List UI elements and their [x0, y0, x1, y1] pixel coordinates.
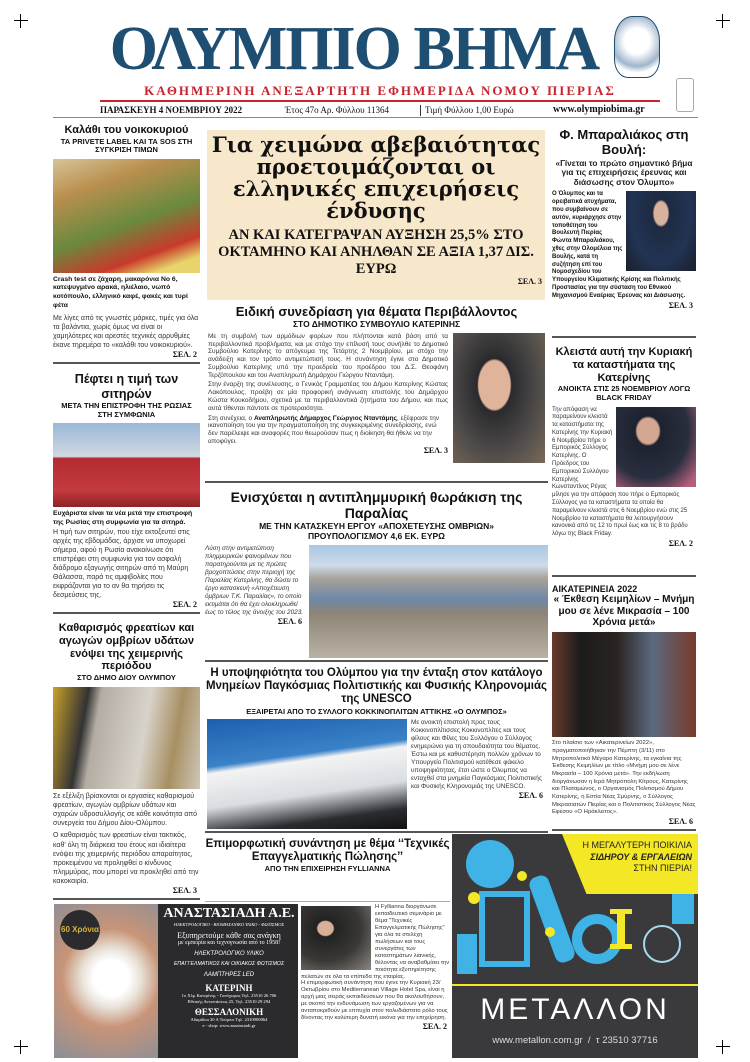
page-ref: ΣΕΛ. 2 [422, 1022, 447, 1032]
crop-mark [14, 1040, 28, 1054]
divider [53, 117, 698, 118]
ad-slogan: ΣΤΗΝ ΠΙΕΡΙΑ! [633, 863, 692, 874]
street-works-photo [53, 687, 200, 789]
right-column [552, 124, 696, 831]
ad-address: Εθνικής Αντιστάσεως 25, Τηλ. 23510 29 294 [187, 998, 271, 1004]
headline: Καθαρισμός φρεατίων και αγωγών ομβρίων υδάτων ενόψει της χειμερινής περιόδου [58, 622, 195, 673]
headline: Η υποψηφιότητα του Ολύμπου για την ένταξη στον κατάλογο Μνημείων Παγκόσμιας Πολιτιστικής και Φυσικής Κληρονομιάς της UNESCO [205, 667, 548, 706]
article-flood-protection[interactable] [205, 487, 548, 662]
ad-item: ΕΠΑΓΓΕΛΜΑΤΙΚΟΣ ΚΑΙ ΟΙΚΙΑΚΟΣ ΦΩΤΙΣΜΟΣ [173, 961, 285, 968]
issue-number: Έτος 47ο Αρ. Φύλλου 11364 [285, 105, 390, 115]
subheadline: ΕΞΑΙΡΕΤΑΙ ΑΠΟ ΤΟ ΣΥΛΛΟΓΟ ΚΟΚΚΙΝΟΠΛΙΤΩΝ ΑΤΤΙΚΗΣ «Ο ΟΛΥΜΠΟΣ» [246, 706, 507, 716]
page-ref: ΣΕΛ. 2 [172, 350, 197, 360]
ad-city: ΚΑΤΕΡΙΝΗ [205, 983, 253, 994]
ad-tagline: ΗΛΕΚΤΡΟΛΟΓΙΚΟ - ΒΙΟΜΗΧΑΝΙΚΟ ΥΛΙΚΟ - ΦΩΤΙΣΜΟΣ [173, 922, 285, 928]
subheadline: ΣΤΟ ΔΗΜΟ ΔΙΟΥ ΟΛΥΜΠΟΥ [77, 672, 176, 682]
baraliakos-photo [626, 191, 696, 271]
deputy-mayor-photo [453, 333, 545, 463]
article-olympus-unesco[interactable] [205, 665, 548, 833]
article-body: Η Fyllianna διοργάνωσε εκπαιδευτικό σεμινάριο με θέμα "Τεχνικές Επαγγελματικής Πώλησης" για όλα τα στελέχη πωλήσεων και τους συνεργάτες των καταστημάτων λιανικής, θέλοντας να αναβαθμίσει την ποιότητα εξυπηρέτησης πελατών σε όλα τα επίπεδα της εταιρίας. [301, 904, 450, 980]
subheadline: ΤΑ PRIVETE LABEL ΚΑΙ ΤΑ SOS ΣΤΗ ΣΥΓΚΡΙΣΗ ΤΙΜΩΝ [60, 136, 193, 155]
article-fyllianna-body[interactable] [301, 904, 450, 1058]
ad-text: με εμπειρία και τεχνογνωσία από το 1958! [177, 940, 281, 947]
headline: « Έκθεση Κειμηλίων – Μνήμη μου σε λένε Μικρασία – 100 Χρόνια μετά» [553, 594, 695, 629]
subheadline: ΑΠΟ ΤΗΝ ΕΠΙΧΕΙΡΗΣΗ FYLLIANNA [264, 864, 391, 874]
article-body: Με ανοικτή επιστολή προς τους Κοκκινοπλίτισσες Κοκκινοπλίτες και τους φίλους και Φίλες του Συλλόγου ο Σύλλογος ενημερώνει για τη σπουδαιότητα του θέματος. Έστω και με καθυστέρηση πολλών χρόνων το Υπουργείο Πολιτισμού κατέθεσε φάκελο υποψηφιότητας, έτσι ώστε ο Όλυμπος να ενταχθεί στα μνημεία Παγκόσμιας Πολιτιστικής και Φυσικής Κληρονομιάς της UNESCO. [411, 719, 542, 791]
crop-mark [716, 14, 730, 28]
exhibition-opening-photo [552, 632, 696, 737]
text: Στη συνέχεια, ο [208, 414, 253, 422]
subheadline: ΣΤΟ ΔΗΜΟΤΙΚΟ ΣΥΜΒΟΥΛΙΟ ΚΑΤΕΡΙΝΗΣ [292, 318, 461, 329]
article-environment-session[interactable] [205, 303, 548, 483]
article-aikaterineia[interactable] [552, 581, 696, 831]
headline: Πέφτει η τιμή των σιτηρών [74, 372, 179, 401]
headline: Για χειμώνα αβεβαιότητας προετοιμάζονται οι ελληνικές επιχειρήσεις ένδυσης [211, 132, 541, 224]
subheadline: ΑΝΟΙΚΤΑ ΣΤΙΣ 25 ΝΟΕΜΒΡΙΟΥ ΛΟΓΩ BLACK FRIDAY [557, 384, 691, 402]
article-body: Με λίγες από τις γνωστές μάρκες, τιμές για όλα τα βαλάντια, χωρίς όμως να είναι οι χαμηλότερες και αρεστές τεχνικές αρρυθμίες έκανε τηρεμέρα το «καλάθι του νοικοκυριού». [53, 314, 199, 350]
article-body: Στο πλαίσιο των «Αικατερινείων 2022», πραγματοποιήθηκαν την Πέμπτη (3/11) στο Μητροπολιτικό Μέγαρο Κατερίνης, τα εγκαίνια της Έκθεσης Κειμηλίων με τίτλο «Μνήμη μου σε λένε Μικρασία – 100 Χρόνια μετά». Την εκδήλωση διοργάνωσαν η Ιερά Μητρόπολη Κίτρους, Κατερίνης και Πλαταμώνος, ο Οργανισμός Πολιτισμού Δήμου Κατερίνης, η Εστία Νέας Σμύρνης, ο Σύλλογος Μικρασιατών Πιερίας και ο Πολιτιστικός Σύλλογος Νέας Εφέσου «Ο Ηράκλειτος». [552, 740, 696, 816]
article-body: Την απόφαση να παραμείνουν κλειστά τα καταστήματα της Κατερίνης την Κυριακή 6 Νοεμβρίου πήρε ο Εμπορικός Σύλλογος Κατερίνης. Ο Πρόεδρος του Εμπορικού Συλλόγου Κατερίνης Κωνσταντίνος Ρέγας μίλησε για την απόφαση που πήρε ο Εμπορικός Σύλλογος για τα καταστήματα τα οποία θα παραμείνουν κλειστά στις 6 Νοεμβρίου ενώ στις 25 Νοεμβρίου τα καταστήματα θα λειτουργήσουν κανονικά από τις 12 το πρωί έως και τις 8 το βράδυ λόγω της Black Friday. [552, 406, 688, 538]
article-body: Η τιμή των σιτηρών, που είχε εκτοξευτεί στις αρχές της εβδομάδας, άρχισε να υποχωρεί σήμερα, αφού η Ρωσία ανακοίνωσε ότι επιστρέφει στη συμφωνία για τον ασφαλή διάδρομο εξαγωγής σιτηρών από τη Μαύρη Θάλασσα, παρά τις αμφιβολίες που εκφράζονται για το αν θα τηρήσει τις δεσμεύσεις της. [53, 528, 190, 600]
construction-site-photo [309, 545, 548, 658]
left-column [53, 120, 200, 900]
page-ref: ΣΕΛ. 3 [172, 885, 197, 895]
article-body: Ο καθαρισμός των φρεατίων είναι τακτικός, καθ' όλη τη διάρκεια του έτους και ιδιαίτερα ενόψει της χειμερινής περιόδου απαραίτητος, προκειμένου να προληφθεί ο κίνδυνος πλημμύρας, που μπορεί να προκληθεί από την κακοκαιρία. [53, 832, 199, 885]
divider [452, 984, 698, 986]
headline: Καλάθι του νοικοκυριού [64, 124, 189, 136]
text: , εξέφρασε την ικανοποίηση του για την πραγματοποίηση της συγκεκριμένης συνεδρίασης, ενώ δεν παρέλειψε και αναφορές που θεωρούσαν πως η διοίκηση θα ήθελε να την αποφύγει. [208, 414, 440, 446]
article-grain-prices[interactable] [53, 368, 200, 614]
headline: Επιμορφωτική συνάντηση με θέμα ‘‘Τεχνικές Επαγγελματικής Πώλησης’’ [205, 838, 450, 864]
ad-item: ΗΛΕΚΤΡΟΛΟΓΙΚΟ ΥΛΙΚΟ [194, 951, 264, 958]
zeus-head-logo [614, 16, 660, 78]
ad-company-name: ΑΝΑΣΤΑΣΙΑΔΗ Α.Ε. [163, 906, 295, 921]
article-baraliakos[interactable] [552, 124, 696, 338]
article-lead: Crash test σε ζάχαρη, μακαρόνια Νο 6, κατεψυγμένο αρακά, ηλιέλαιο, νωπό κοτόπουλο, ελληνικό καφέ, φακές και τυρί φέτα [53, 275, 188, 309]
ad-slogan: ΣΙΔΗΡΟΥ & ΕΡΓΑΛΕΙΩΝ [590, 851, 692, 862]
page-ref: ΣΕΛ. 6 [518, 791, 543, 801]
page-ref: ΣΕΛ. 6 [277, 616, 302, 626]
article-lead: Ευχάριστα είναι τα νέα μετά την επιστροφή της Ρωσίας στη συμφωνία για τα σιτηρά. [53, 509, 193, 526]
issue-price: Τιμή Φύλλου 1,00 Ευρώ [420, 105, 514, 116]
headline: Κλειστά αυτή την Κυριακή τα καταστήματα της Κατερίνης [555, 346, 693, 384]
masthead-title: ΟΛΥΜΠΙΟ ΒΗΜΑ [109, 15, 599, 83]
page-ref: ΣΕΛ. 6 [668, 817, 693, 826]
article-lead: Σε εξέλιξη βρίσκονται οι εργασίες καθαρισμού φρεατίων, αγωγών ομβρίων υδάτων και σχαρών υδροσυλλογής σε κάθε κοινότητα από συνεργεία του Δήμου Δίου-Ολύμπου. [53, 793, 198, 828]
ad-item: ΛΑΜΠΤΗΡΕΣ LED [203, 972, 255, 979]
article-drain-cleaning[interactable] [53, 618, 200, 900]
ad-metallon[interactable] [452, 834, 698, 1058]
subheadline: ΜΕ ΤΗΝ ΚΑΤΑΣΚΕΥΗ ΕΡΓΟΥ «ΑΠΟΧΕΤΕΥΣΗΣ ΟΜΒΡΙΩΝ» ΠΡΟΥΠΟΛΟΓΙΣΜΟΥ 4,6 ΕΚ. ΕΥΡΩ [259, 521, 494, 541]
crop-mark [716, 1040, 730, 1054]
ad-contact[interactable]: www.metallon.com.gr / τ 23510 37716 [492, 1035, 658, 1046]
text: Αναπληρωτής Δήμαρχος Γεώργιος Νταντάμης [253, 414, 397, 422]
page-ref: ΣΕΛ. 3 [517, 277, 542, 287]
ad-slogan: Η ΜΕΓΑΛΥΤΕΡΗ ΠΟΙΚΙΛΙΑ [582, 840, 692, 850]
ad-city: ΘΕΣΣΑΛΟΝΙΚΗ [194, 1007, 264, 1017]
article-grocery-basket[interactable] [53, 120, 200, 364]
subheadline: ΑΝ ΚΑΙ ΚΑΤΕΓΡΑΨΑΝ ΑΥΞΗΣΗ 25,5% ΣΤΟ ΟΚΤΑΜΗΝΟ ΚΑΙ ΑΝΗΛΘΑΝ ΣΕ ΑΞΙΑ 1,37 ΔΙΣ. ΕΥΡΩ [218, 227, 534, 277]
lead-story[interactable] [207, 130, 545, 300]
divider [100, 100, 660, 102]
ad-anastasiadi[interactable] [54, 904, 298, 1058]
mount-olympus-photo [207, 719, 407, 829]
kicker: ΑΙΚΑΤΕΡΙΝΕΙΑ 2022 [552, 584, 638, 595]
seminar-speaker-photo [301, 906, 371, 970]
60-years-badge: 60 Χρόνια [60, 910, 100, 950]
headline: Φ. Μπαραλιάκος στη Βουλή: [559, 127, 689, 157]
page-ref: ΣΕΛ. 2 [668, 539, 693, 549]
article-body: Με τη συμβολή των αρμόδιων φορέων που πλήττονται κατά βάση από τα περιβαλλοντικά προβλήματα, και με στόχο την επίλυσή τους συνήλθε το Δημοτικό Συμβούλιο Κατερίνης το απόγευμα της Τετάρτης 2 Νοεμβρίου, με στόχο την ανάδειξη και τον τρόπο αντιμετώπισή τους. Η συνάντηση έγινε στο Δημοτικό Συμβούλιο Κατερίνης υπό την προεδρεία του προέδρου του Δ.Σ. Θεοφάνη Τερζόπουλου και του Αναπληρωτή Δημάρχου Γιώργου Νταντάμη. [208, 332, 448, 379]
shop-president-photo [616, 407, 696, 487]
page-ref: ΣΕΛ. 2 [172, 600, 197, 610]
crop-mark [14, 14, 28, 28]
website-link[interactable]: www.olympiobima.gr [553, 104, 645, 115]
article-body: Στην έναρξη της συνέλευσης, ο Γενικός Γραμματέας του Δήμου Κατερίνης Κώστας Λακόπουλος, προέβη σε μία προφορική ανάγνωση επιστολής του Δημάρχου Κώστα Κουκοδήμου, σχετικά με τα περιβαλλοντικά ζητήματα του Δήμου, και πως αυτά τίθενται πάντοτε σε προτεραιότητα. [208, 381, 448, 412]
subheadline: «Γίνεται το πρώτο σημαντικό βήμα για τις επιχειρήσεις έρευνας και διάσωσης στον Όλυμπο» [555, 157, 693, 187]
article-body: Ο Όλυμπος και τα ορειβατικά ατυχήματα, που συμβαίνουν σε αυτόν, κυριάρχησε στην τοποθέτηση του Βουλευτή Πιερίας Φώντα Μπαραλιάκου, χθες στην Ολομέλεια της Βουλής, κατά τη συζήτηση επί του Νομοσχεδίου του Υπουργείου Κλιματικής Κρίσης και Πολιτικής Προστασίας για την σύσταση του Εθνικού Μηχανισμού Εναέριας Έρευνας και Διάσωσης. [552, 191, 686, 299]
eata-seal-icon [676, 78, 694, 112]
article-shops-closed[interactable] [552, 342, 696, 577]
article-fyllianna-heading[interactable] [205, 836, 450, 902]
article-body: Η επιμορφωτική συνάντηση που έγινε την Κυριακή 23/Οκτωβρίου στο Mediterranean Village Hotel Spa, είναι η αρχή μιας σειράς εκπαιδεύσεων που θα ακολουθήσουν, με σκοπό την ενδυνάμωση των εργαζομένων για να ανταποκριθούν με επιτυχία στον πολυδιάστατο ρόλο τους δίνοντας την καλύτερη δυνατή εικόνα για την επιχείρηση. [301, 980, 448, 1022]
ad-text: Εξυπηρετούμε κάθε σας ανάγκη [177, 931, 281, 941]
metallon-logo: ΜΕΤΑΛΛΟΝ [480, 993, 670, 1026]
subheadline: ΜΕΤΑ ΤΗΝ ΕΠΙΣΤΡΟΦΗ ΤΗΣ ΡΩΣΙΑΣ ΣΤΗ ΣΥΜΦΩΝΙΑ [61, 400, 192, 419]
issue-date: ΠΑΡΑΣΚΕΥΗ 4 ΝΟΕΜΒΡΙΟΥ 2022 [100, 105, 243, 115]
headline: Ενισχύεται η αντιπλημμυρική θωράκιση της Παραλίας [230, 489, 523, 522]
ad-address: Αδαμίδου 20 Α Τούμπα Τηλ. 2310900064 [190, 1017, 268, 1023]
page-ref: ΣΕΛ. 3 [423, 445, 448, 455]
grain-hand-photo [53, 423, 200, 507]
ad-address: 1ο Χλμ Κατερίνης - Γανόχωρας Τηλ. 23510 26 706 [181, 993, 277, 999]
page-ref: ΣΕΛ. 3 [668, 300, 693, 310]
masthead-tagline: ΚΑΘΗΜΕΡΙΝΗ ΑΝΕΞΑΡΤΗΤΗ ΕΦΗΜΕΡΙΔΑ ΝΟΜΟΥ ΠΙΕΡΙΑΣ [144, 83, 616, 98]
article-body: Λύση στην αντιμετώπιση πλημμυρικών φαινομένων που παρατηρούνται με τις πρώτες βροχοπτώσεις στην περιοχή της Παραλίας Κατερίνης, θα δώσει το έργο κατασκευή «Αποχέτευση όμβριων Τ.Κ. Παραλίας», το οποίο εκτιμάται ότι θα έχει ολοκληρωθεί έως το τέλος της άνοιξης του 2023. [205, 544, 304, 616]
ad-eshop-link[interactable]: e - shop: www.anastasiadi.gr [202, 1022, 256, 1028]
shopping-cart-photo [53, 159, 200, 273]
headline: Ειδική συνεδρίαση για θέματα Περιβάλλοντος [235, 304, 518, 319]
